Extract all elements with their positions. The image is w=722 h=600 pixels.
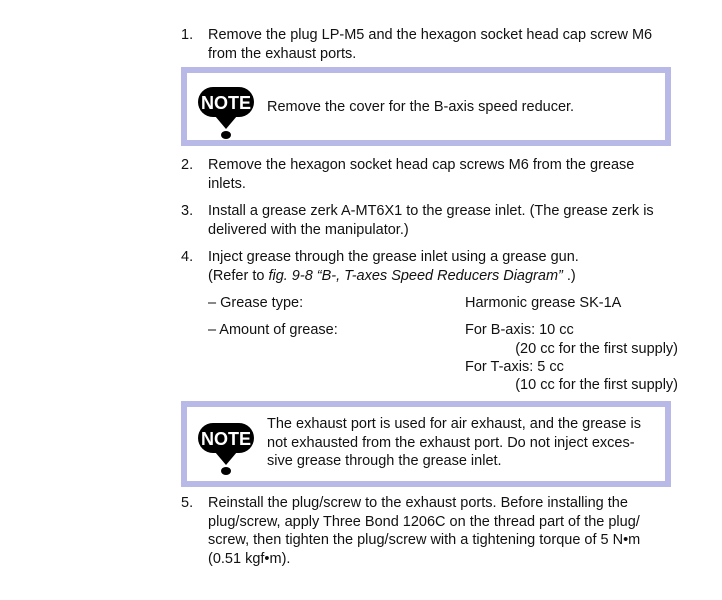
note-bubble-icon bbox=[197, 421, 255, 477]
step-4 bbox=[181, 248, 686, 285]
note-label: NOTE bbox=[200, 93, 252, 113]
note-text-line: not exhausted from the exhaust port. Do not inject exces- bbox=[267, 434, 635, 451]
b-axis-amount: For B-axis: 10 cc bbox=[465, 322, 574, 338]
step-text-line: Install a grease zerk A-MT6X1 to the grease inlet. (The grease zerk is bbox=[208, 203, 654, 219]
step-1 bbox=[181, 26, 686, 63]
note-box bbox=[181, 401, 671, 487]
step-text-line: Remove the plug LP-M5 and the hexagon socket head cap screw M6 bbox=[208, 27, 653, 43]
note-text-line: sive grease through the grease inlet. bbox=[267, 453, 502, 469]
grease-type-label: – Grease type: bbox=[208, 295, 304, 311]
figure-reference bbox=[208, 267, 686, 286]
step-text-line: Remove the hexagon socket head cap screws M6 from the grease bbox=[208, 157, 635, 173]
step-text-line: screw, then tighten the plug/screw with a tightening torque of 5 N•m bbox=[208, 532, 641, 548]
step-number: 4. bbox=[181, 249, 194, 265]
step-text-line: plug/screw, apply Three Bond 1206C on the thread part of the plug/ bbox=[208, 513, 640, 530]
step-3 bbox=[181, 202, 686, 239]
step-text-line: Reinstall the plug/screw to the exhaust ports. Before installing the bbox=[208, 495, 628, 511]
step-text-line: Inject grease through the grease inlet using a grease gun. bbox=[208, 249, 579, 265]
step-text-line: inlets. bbox=[208, 175, 246, 192]
step-5 bbox=[181, 494, 686, 568]
note-box bbox=[181, 67, 671, 146]
amount-label: – Amount of grease: bbox=[208, 322, 338, 338]
grease-type-value: Harmonic grease SK-1A bbox=[465, 295, 622, 311]
note-text-line: Remove the cover for the B-axis speed reducer. bbox=[267, 99, 575, 115]
step-number: 3. bbox=[181, 203, 194, 219]
step-2 bbox=[181, 156, 686, 193]
reference-prefix: (Refer to bbox=[208, 267, 269, 284]
step-number: 5. bbox=[181, 495, 194, 511]
note-bubble-icon bbox=[197, 85, 255, 141]
b-axis-first-supply: (20 cc for the first supply) bbox=[515, 341, 678, 357]
t-axis-first-supply: (10 cc for the first supply) bbox=[515, 377, 678, 393]
note-text-line: The exhaust port is used for air exhaust, and the grease is bbox=[267, 416, 641, 432]
t-axis-amount: For T-axis: 5 cc bbox=[465, 359, 564, 375]
step-text-line: from the exhaust ports. bbox=[208, 45, 357, 62]
note-label: NOTE bbox=[200, 429, 252, 449]
reference-figure-title: fig. 9-8 “B-, T-axes Speed Reducers Diagram” bbox=[268, 267, 563, 284]
step-text-line: delivered with the manipulator.) bbox=[208, 221, 409, 238]
reference-suffix: .) bbox=[562, 267, 576, 284]
step-number: 1. bbox=[181, 27, 194, 43]
step-number: 2. bbox=[181, 157, 194, 173]
step-text-line: (0.51 kgf•m). bbox=[208, 550, 291, 567]
